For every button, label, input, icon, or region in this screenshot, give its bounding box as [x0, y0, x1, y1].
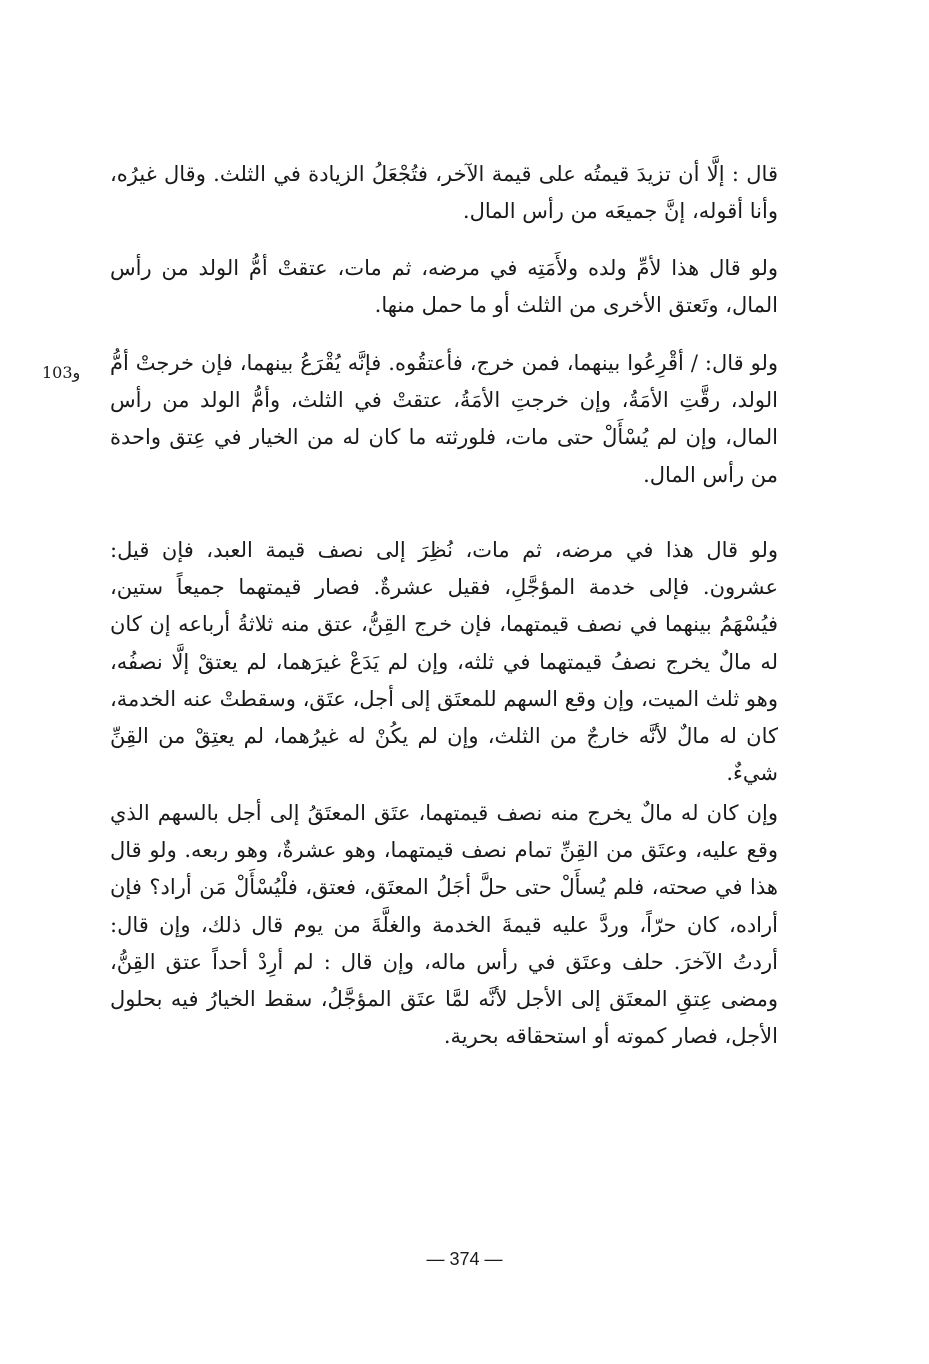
paragraph-4: ولو قال هذا في مرضه، ثم مات، نُظِرَ إلى نصف قيمة العبد، فإن قيل: عشرون. فإلى خدمة المؤجَّلِ، فقيل عشرةٌ. فصار قيمتهما جميعاً ستين، فيُسْهَمُ بينهما في نصف قيمتهما، فإن خرج القِنُّ، عتق منه ثلاثةُ أرباعه إن كان له مالٌ يخرج نصفُ قيمتهما في ثلثه، وإن لم يَدَعْ غيرَهما، لم يعتقْ إلَّا نصفُه، وهو ثلث الميت، وإن وقع السهم للمعتَق إلى أجل، عتَق، وسقطتْ عنه الخدمة، كان له مالٌ لأنَّه خارجٌ من الثلث، وإن لم يكُنْ له غيرُهما، لم يعتِقْ من القِنِّ شيءٌ. [110, 538, 778, 786]
paragraph-5: وإن كان له مالٌ يخرج منه نصف قيمتهما، عتَق المعتَقُ إلى أجل بالسهم الذي وقع عليه، وعتَق من القِنِّ تمام نصف قيمتهما، وهو عشرةٌ، وهو ربعه. ولو قال هذا في صحته، فلم يُسأَلْ حتى حلَّ أجَلُ المعتَق، فعتق، فلْيُسْأَلْ مَن أراد؟ فإن أراده، كان حرّاً، وردَّ عليه قيمةَ الخدمة والغلَّةَ من يوم قال ذلك، وإن قال: أردتُ الآخرَ. حلف وعتَق في رأس ماله، وإن قال : لم أرِدْ أحداً عتق القِنُّ، ومضى عِتقِ المعتَق إلى الأجل لأنَّه لمَّا عتَق المؤجَّلُ، سقط الخيارُ فيه بحلول الأجل، فصار كموته أو استحقاقه بحرية. [110, 801, 778, 1049]
margin-folio-note: ﻭ103 [42, 363, 81, 382]
paragraph-1: قال : إلَّا أن تزيدَ قيمتُه على قيمة الآخر، فتُجْعَلُ الزيادة في الثلث. وقال غيرُه، وأنا أقوله، إنَّ جميعَه من رأس المال. [110, 162, 778, 224]
page-number: — 374 — [426, 1249, 503, 1269]
paragraph-2: ولو قال هذا لأمِّ ولده ولأَمَتِه في مرضه، ثم مات، عتقتْ أمُّ الولد من رأس المال، وتَعتق الأخرى من الثلث أو ما حمل منها. [110, 256, 778, 318]
paragraph-3: ولو قال: / أقْرِعُوا بينهما، فمن خرج، فأعتقُوه. فإنَّه يُقْرَعُ بينهما، فإن خرجتْ أمُّ الولد، رقَّتِ الأمَةُ، وإن خرجتِ الأمَةُ، عتقتْ في الثلث، وأمُّ الولد من رأس المال، وإن لم يُسْأَلْ حتى مات، فلورثته ما كان له من الخيار في عِتق واحدة من رأس المال. [110, 351, 778, 487]
